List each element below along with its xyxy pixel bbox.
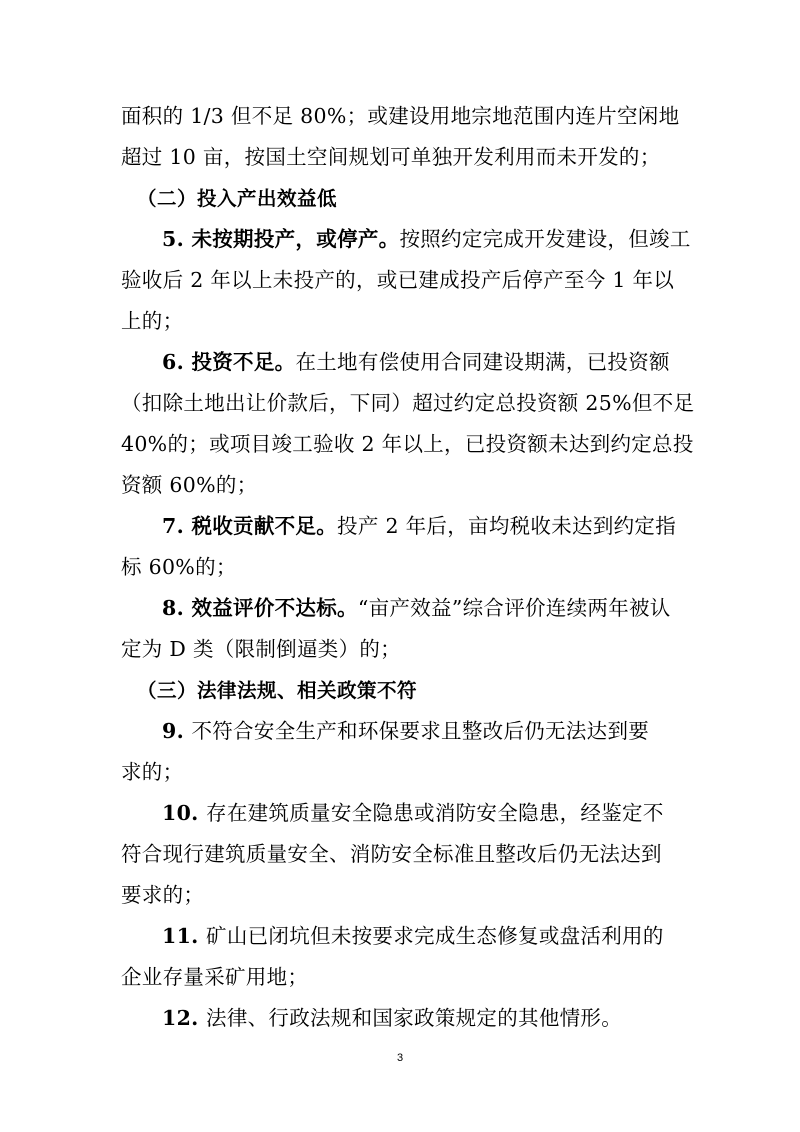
item-9-line: 求的；: [121, 760, 184, 784]
item-9-text: 不符合安全生产和环保要求且整改后仍无法达到要: [191, 719, 650, 743]
item-8-line: [121, 588, 681, 629]
item-6-line: （扣除土地出让价款后，下同）超过约定总投资额 25%但不足: [121, 391, 695, 415]
section-heading-3: （三）法律法规、相关政策不符: [137, 679, 418, 702]
item-6-line: [121, 342, 681, 383]
document-body: [121, 96, 695, 1039]
item-7-line: 标 60%的；: [121, 555, 237, 579]
item-11-line: [121, 916, 681, 957]
item-10-number: 10.: [162, 801, 207, 825]
section-heading-2: （二）投入产出效益低: [137, 187, 338, 210]
item-12-text: 法律、行政法规和国家政策规定的其他情形。: [206, 1006, 623, 1030]
item-10-line: [121, 793, 681, 834]
item-6-line: 资额 60%的；: [121, 473, 258, 497]
item-12-line: [121, 998, 681, 1039]
item-8-title: 8. 效益评价不达标。: [162, 596, 358, 620]
item-8-text: “亩产效益”综合评价连续两年被认: [357, 596, 671, 620]
item-10-line: 要求的；: [121, 883, 205, 907]
item-9-number: 9.: [162, 719, 192, 743]
item-8-line: 定为 D 类（限制倒逼类）的；: [121, 637, 401, 661]
item-5-line: [121, 219, 691, 260]
item-6-line: 40%的；或项目竣工验收 2 年以上，已投资额未达到约定总投: [121, 432, 694, 456]
paragraph-line: 面积的 1/3 但不足 80%；或建设用地宗地范围内连片空闲地: [121, 104, 680, 128]
item-5-text: 按照约定完成开发建设，但竣工: [399, 227, 691, 251]
item-5-title: 5. 未按期投产，或停产。: [162, 227, 400, 251]
item-11-number: 11.: [162, 924, 207, 948]
item-7-text: 投产 2 年后，亩均税收未达到约定指: [337, 514, 677, 538]
item-6-title: 6. 投资不足。: [162, 350, 296, 374]
item-10-line: 符合现行建筑质量安全、消防安全标准且整改后仍无法达到: [121, 842, 662, 866]
item-9-line: [121, 711, 681, 752]
item-11-text: 矿山已闭坑但未按要求完成生态修复或盘活利用的: [206, 924, 664, 948]
item-12-number: 12.: [162, 1006, 207, 1030]
item-5-line: 验收后 2 年以上未投产的，或已建成投产后停产至今 1 年以: [121, 268, 675, 292]
item-7-title: 7. 税收贡献不足。: [162, 514, 338, 538]
item-6-text: 在土地有偿使用合同建设期满，已投资额: [295, 350, 670, 374]
item-7-line: [121, 506, 681, 547]
page-number: 3: [396, 1052, 404, 1064]
paragraph-line: 超过 10 亩，按国土空间规划可单独开发利用而未开发的；: [121, 145, 661, 169]
item-5-line: 上的；: [121, 309, 184, 333]
item-10-text: 存在建筑质量安全隐患或消防安全隐患，经鉴定不: [206, 801, 664, 825]
item-11-line: 企业存量采矿用地；: [121, 965, 309, 989]
